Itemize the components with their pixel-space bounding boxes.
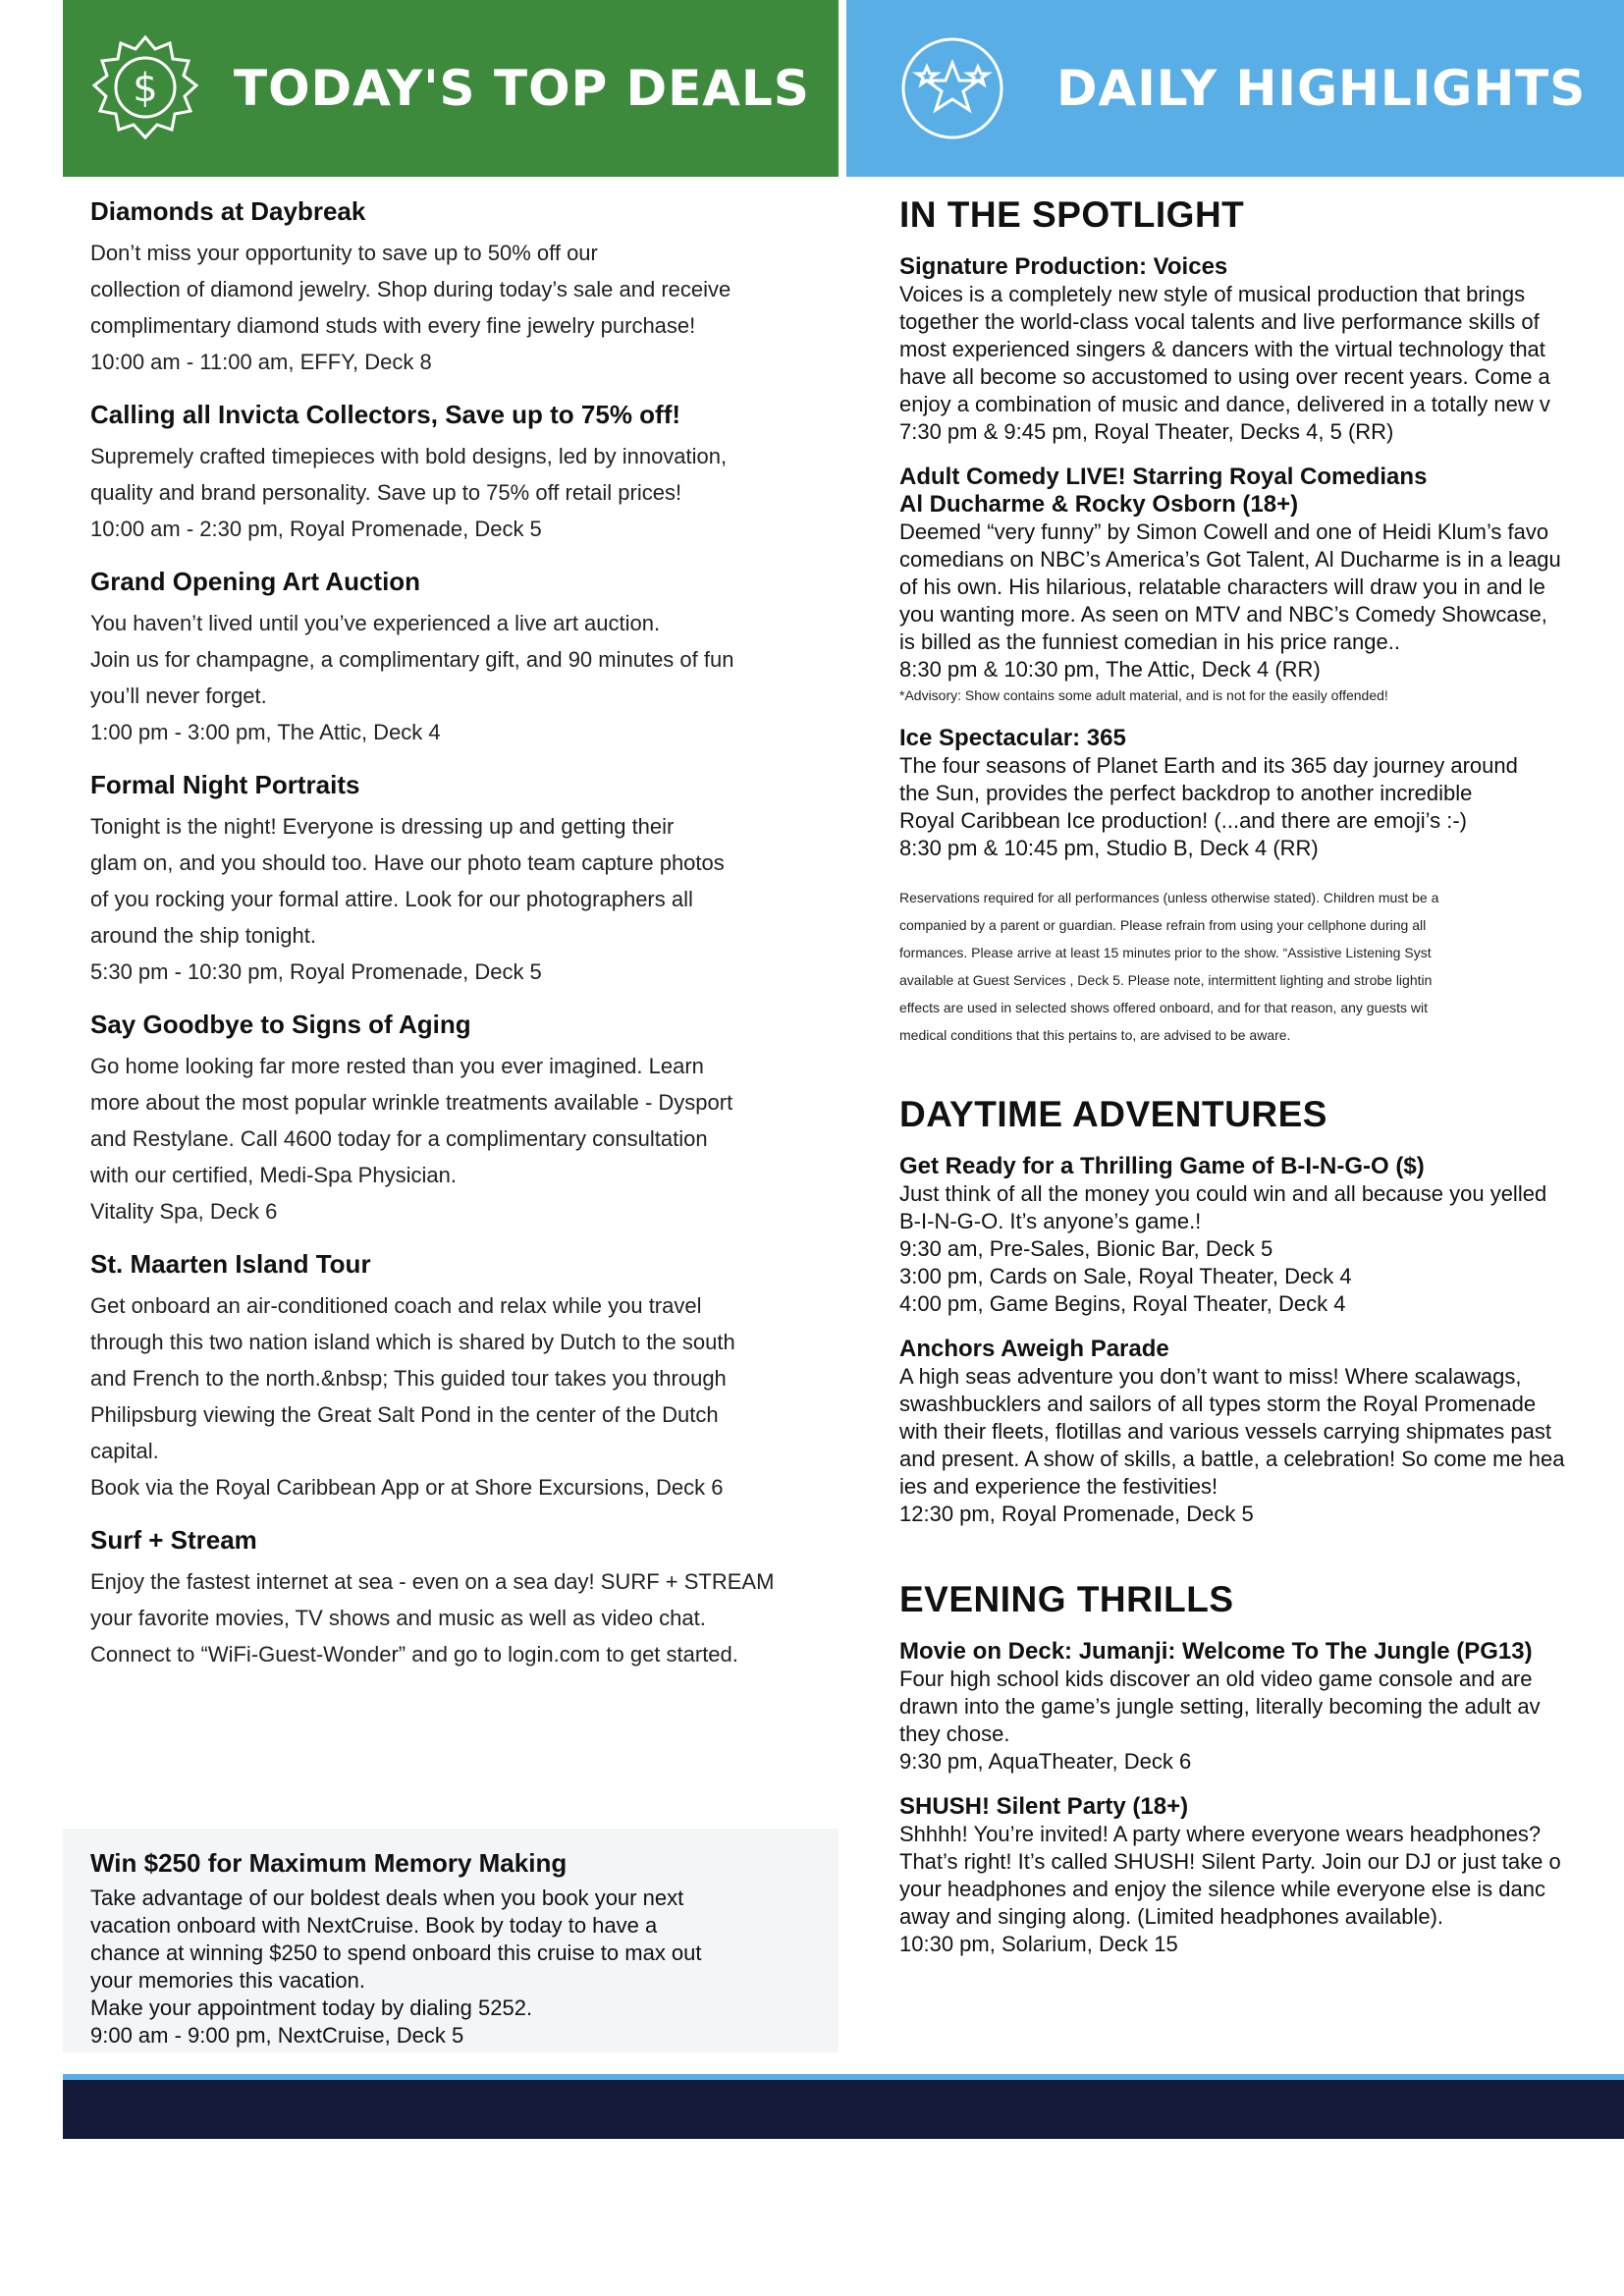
- event-title: Movie on Deck: Jumanji: Welcome To The Jungle (PG13): [899, 1638, 1533, 1665]
- deal-title: Diamonds at Daybreak: [90, 196, 366, 226]
- promo-title: Win $250 for Maximum Memory Making: [90, 1848, 568, 1878]
- event-text: That’s right! It’s called SHUSH! Silent Party. Join our DJ or just take o: [899, 1849, 1561, 1874]
- event-time: 12:30 pm, Royal Promenade, Deck 5: [899, 1502, 1254, 1526]
- promo-text: your memories this vacation.: [90, 1968, 365, 1993]
- event-text: Voices is a completely new style of musical production that brings: [899, 282, 1526, 306]
- event-item: [899, 1153, 1624, 1318]
- promo-text: Take advantage of our boldest deals when you book your next: [90, 1886, 684, 1910]
- event-title: SHUSH! Silent Party (18+): [899, 1793, 1189, 1820]
- deal-text: Connect to “WiFi-Guest-Wonder” and go to login.com to get started.: [90, 1642, 738, 1667]
- deal-time: 5:30 pm - 10:30 pm, Royal Promenade, Deck 5: [90, 959, 542, 984]
- event-text: away and singing along. (Limited headphones available).: [899, 1904, 1444, 1929]
- deal-text: complimentary diamond studs with every fine jewelry purchase!: [90, 313, 696, 338]
- event-text: Four high school kids discover an old video game console and are: [899, 1667, 1533, 1691]
- event-time: 7:30 pm & 9:45 pm, Royal Theater, Decks 4, 5 (RR): [899, 419, 1394, 444]
- deal-text: Enjoy the fastest internet at sea - even on a sea day! SURF + STREAM: [90, 1569, 775, 1594]
- event-item: [899, 1793, 1624, 1958]
- event-text: the Sun, provides the perfect backdrop to another incredible: [899, 781, 1473, 805]
- deal-text: Tonight is the night! Everyone is dressing up and getting their: [90, 814, 675, 839]
- section-heading-spotlight: IN THE SPOTLIGHT: [899, 194, 1245, 235]
- deal-text: around the ship tonight.: [90, 923, 316, 948]
- event-text: The four seasons of Planet Earth and its 365 day journey around: [899, 753, 1518, 778]
- event-title: Anchors Aweigh Parade: [899, 1336, 1169, 1362]
- event-title: Ice Spectacular: 365: [899, 725, 1126, 751]
- event-time: 4:00 pm, Game Begins, Royal Theater, Deck 4: [899, 1291, 1346, 1316]
- fine-print-line: formances. Please arrive at least 15 minutes prior to the show. “Assistive Listening Syst: [899, 945, 1432, 960]
- deal-title: Calling all Invicta Collectors, Save up to 75% off!: [90, 400, 681, 429]
- daily-highlights-banner: [846, 0, 1624, 177]
- event-text: you wanting more. As seen on MTV and NBC’s Comedy Showcase,: [899, 602, 1547, 627]
- promo-text: vacation onboard with NextCruise. Book by today to have a: [90, 1913, 658, 1938]
- event-text: Royal Caribbean Ice production! (...and there are emoji’s :-): [899, 808, 1467, 833]
- deal-text: and Restylane. Call 4600 today for a complimentary consultation: [90, 1126, 708, 1151]
- deal-time: Book via the Royal Caribbean App or at Shore Excursions, Deck 6: [90, 1475, 724, 1500]
- deal-item: [90, 400, 837, 547]
- event-text: enjoy a combination of music and dance, delivered in a totally new v: [899, 392, 1550, 416]
- deal-item: [90, 1010, 837, 1230]
- event-item: [899, 725, 1624, 862]
- nextcruise-promo: [63, 1829, 839, 2052]
- event-text: A high seas adventure you don’t want to miss! Where scalawags,: [899, 1364, 1522, 1389]
- deal-title: St. Maarten Island Tour: [90, 1249, 371, 1279]
- event-item: [899, 253, 1624, 446]
- fine-print-line: available at Guest Services , Deck 5. Please note, intermittent lighting and strobe lightin: [899, 972, 1433, 988]
- deal-text: quality and brand personality. Save up to 75% off retail prices!: [90, 480, 682, 505]
- fine-print-line: Reservations required for all performances (unless otherwise stated). Children must be a: [899, 890, 1439, 905]
- event-text: ies and experience the festivities!: [899, 1474, 1218, 1499]
- deal-text: Philipsburg viewing the Great Salt Pond in the center of the Dutch: [90, 1402, 719, 1427]
- deal-time: Vitality Spa, Deck 6: [90, 1199, 278, 1224]
- event-time: 10:30 pm, Solarium, Deck 15: [899, 1932, 1178, 1956]
- event-text: of his own. His hilarious, relatable characters will draw you in and le: [899, 574, 1545, 599]
- deal-text: of you rocking your formal attire. Look for our photographers all: [90, 887, 693, 911]
- event-text: comedians on NBC’s America’s Got Talent, Al Ducharme is in a leagu: [899, 547, 1561, 572]
- svg-text:$: $: [133, 66, 158, 111]
- deal-item: [90, 1525, 837, 1672]
- event-time: 9:30 am, Pre-Sales, Bionic Bar, Deck 5: [899, 1236, 1273, 1261]
- deal-item: [90, 567, 837, 750]
- event-text: with their fleets, flotillas and various vessels carrying shipmates past: [899, 1419, 1551, 1444]
- deal-text: Get onboard an air-conditioned coach and relax while you travel: [90, 1293, 702, 1318]
- event-title: Al Ducharme & Rocky Osborn (18+): [899, 491, 1299, 518]
- event-text: your headphones and enjoy the silence while everyone else is danc: [899, 1877, 1545, 1901]
- top-deals-banner: [63, 0, 839, 177]
- deal-text: with our certified, Medi-Spa Physician.: [90, 1163, 457, 1187]
- event-text: Just think of all the money you could win and all because you yelled: [899, 1181, 1547, 1206]
- event-title: Signature Production: Voices: [899, 253, 1228, 280]
- event-title: Get Ready for a Thrilling Game of B-I-N-G-O ($): [899, 1153, 1425, 1179]
- fine-print-line: companied by a parent or guardian. Please refrain from using your cellphone during all: [899, 917, 1427, 933]
- event-text: drawn into the game’s jungle setting, literally becoming the adult av: [899, 1694, 1541, 1719]
- event-time: 8:30 pm & 10:45 pm, Studio B, Deck 4 (RR): [899, 836, 1319, 860]
- deals-list: [90, 196, 837, 1692]
- deal-text: collection of diamond jewelry. Shop during today’s sale and receive: [90, 277, 731, 301]
- event-text: B-I-N-G-O. It’s anyone’s game.!: [899, 1209, 1202, 1233]
- event-text: they chose.: [899, 1722, 1010, 1746]
- fine-print-line: effects are used in selected shows offered onboard, and for that reason, any guests wit: [899, 1000, 1429, 1015]
- deal-time: 1:00 pm - 3:00 pm, The Attic, Deck 4: [90, 720, 441, 744]
- event-text: and present. A show of skills, a battle, a celebration! So come me hea: [899, 1447, 1565, 1471]
- event-text: is billed as the funniest comedian in his price range..: [899, 629, 1400, 654]
- deal-title: Formal Night Portraits: [90, 770, 360, 799]
- event-item: [899, 1336, 1624, 1528]
- deal-text: more about the most popular wrinkle treatments available - Dysport: [90, 1090, 733, 1115]
- event-time: 9:30 pm, AquaTheater, Deck 6: [899, 1749, 1192, 1774]
- event-item: [899, 464, 1624, 707]
- event-time: 8:30 pm & 10:30 pm, The Attic, Deck 4 (RR): [899, 657, 1321, 682]
- deal-text: You haven’t lived until you’ve experienced a live art auction.: [90, 611, 661, 635]
- deal-text: and French to the north.&nbsp; This guided tour takes you through: [90, 1366, 727, 1391]
- event-text: swashbucklers and sailors of all types storm the Royal Promenade: [899, 1392, 1537, 1416]
- highlights-column: [899, 194, 1624, 1976]
- deal-time: 10:00 am - 2:30 pm, Royal Promenade, Deck 5: [90, 517, 542, 541]
- event-text: together the world-class vocal talents and live performance skills of: [899, 309, 1540, 334]
- dollar-badge-icon: [86, 29, 204, 147]
- deal-title: Say Goodbye to Signs of Aging: [90, 1010, 471, 1039]
- deal-item: [90, 196, 837, 380]
- event-title: Adult Comedy LIVE! Starring Royal Comedians: [899, 464, 1428, 490]
- banner-title: TODAY'S TOP DEALS: [234, 60, 810, 117]
- event-time: 3:00 pm, Cards on Sale, Royal Theater, Deck 4: [899, 1264, 1352, 1288]
- event-text: have all become so accustomed to using over recent years. Come a: [899, 364, 1550, 389]
- banner-title: DAILY HIGHLIGHTS: [1056, 60, 1587, 117]
- promo-text: Make your appointment today by dialing 5252.: [90, 1995, 533, 2020]
- fine-print-line: medical conditions that this pertains to, are advised to be aware.: [899, 1027, 1291, 1043]
- deal-text: Join us for champagne, a complimentary gift, and 90 minutes of fun: [90, 647, 734, 672]
- fine-print: [899, 884, 1624, 1049]
- deal-text: capital.: [90, 1439, 159, 1463]
- promo-time: 9:00 am - 9:00 pm, NextCruise, Deck 5: [90, 2023, 464, 2048]
- section-heading-evening: EVENING THRILLS: [899, 1579, 1234, 1619]
- promo-text: chance at winning $250 to spend onboard this cruise to max out: [90, 1941, 702, 1965]
- footer-bar: [63, 2074, 1624, 2139]
- deal-text: Don’t miss your opportunity to save up to 50% off our: [90, 241, 598, 265]
- deal-text: Supremely crafted timepieces with bold designs, led by innovation,: [90, 444, 728, 468]
- deal-text: glam on, and you should too. Have our photo team capture photos: [90, 850, 725, 875]
- deal-time: 10:00 am - 11:00 am, EFFY, Deck 8: [90, 350, 432, 374]
- deal-text: you’ll never forget.: [90, 683, 267, 708]
- event-text: Deemed “very funny” by Simon Cowell and one of Heidi Klum’s favo: [899, 519, 1549, 544]
- deal-text: through this two nation island which is shared by Dutch to the south: [90, 1330, 735, 1354]
- event-text: most experienced singers & dancers with the virtual technology that: [899, 337, 1545, 361]
- event-text: Shhhh! You’re invited! A party where everyone wears headphones?: [899, 1822, 1542, 1846]
- deal-title: Grand Opening Art Auction: [90, 567, 421, 596]
- deal-title: Surf + Stream: [90, 1525, 257, 1555]
- deal-item: [90, 770, 837, 990]
- deal-item: [90, 1249, 837, 1505]
- stars-badge-icon: [893, 29, 1011, 147]
- deal-text: Go home looking far more rested than you ever imagined. Learn: [90, 1054, 704, 1078]
- event-item: [899, 1638, 1624, 1776]
- deal-text: your favorite movies, TV shows and music as well as video chat.: [90, 1606, 706, 1630]
- advisory-note: *Advisory: Show contains some adult material, and is not for the easily offended!: [899, 687, 1388, 703]
- section-heading-daytime: DAYTIME ADVENTURES: [899, 1094, 1327, 1134]
